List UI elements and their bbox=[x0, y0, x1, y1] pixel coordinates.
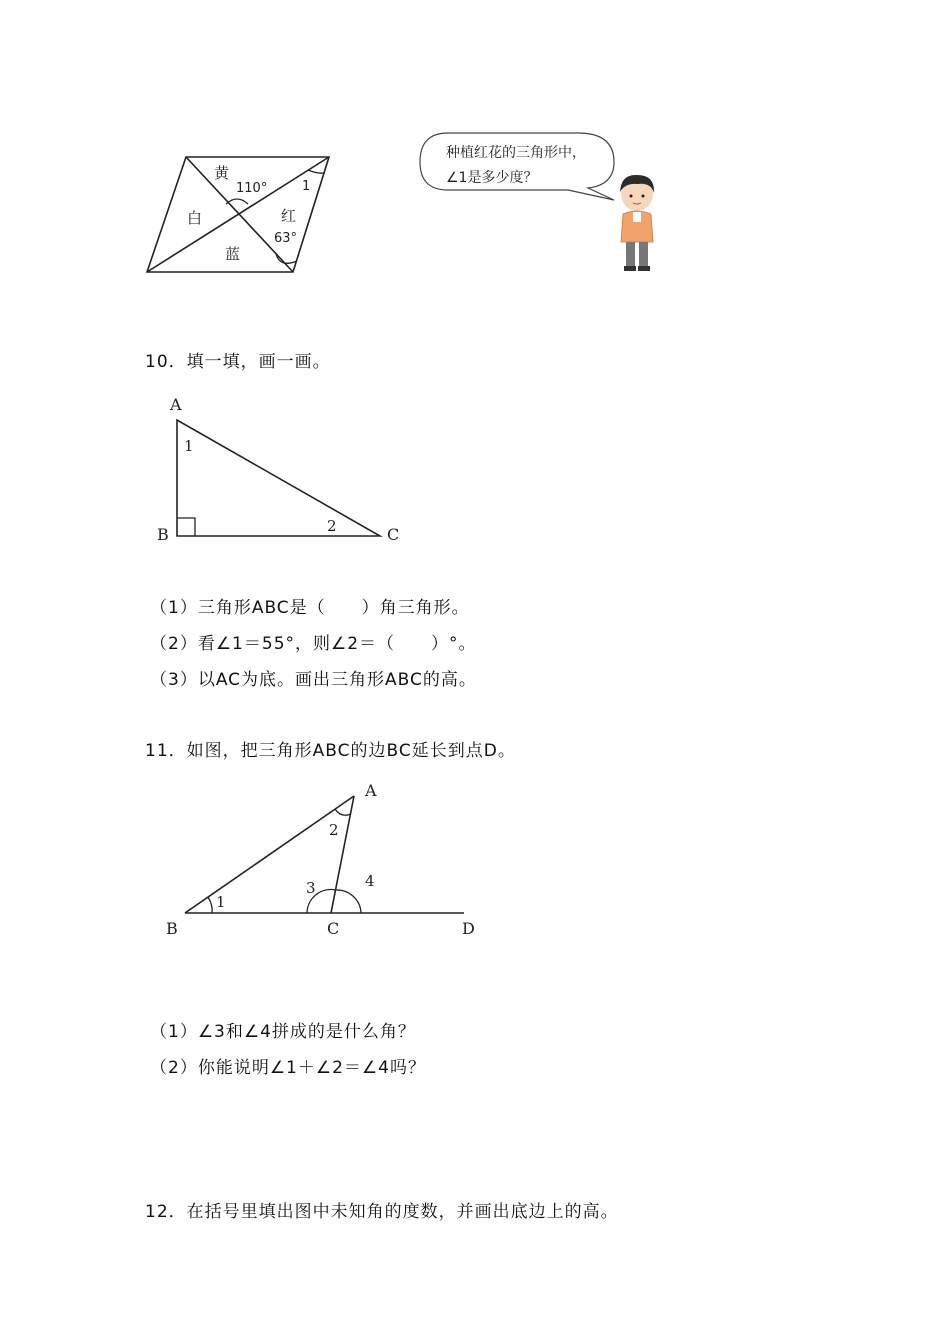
question-10-title: 10．填一填，画一画。 bbox=[145, 352, 331, 372]
angle-2-arc bbox=[335, 809, 351, 815]
question-10-item-3: （3）以AC为底。画出三角形ABC的高。 bbox=[150, 670, 477, 690]
angle-1-arc bbox=[308, 170, 324, 173]
angle-1-label: 1 bbox=[184, 437, 194, 455]
question-11-item-2: （2）你能说明∠1＋∠2＝∠4吗？ bbox=[150, 1058, 426, 1078]
angle-1-label: 1 bbox=[302, 179, 311, 194]
angle-2-label: 2 bbox=[329, 821, 339, 839]
parallelogram-figure bbox=[140, 148, 340, 280]
speech-line-1: 种植红花的三角形中， bbox=[446, 145, 586, 161]
boy-icon bbox=[611, 172, 663, 274]
region-white-label: 白 bbox=[187, 209, 203, 227]
right-angle-marker bbox=[177, 518, 195, 536]
angle-63-label: 63° bbox=[274, 231, 298, 246]
question-11-item-1: （1）∠3和∠4拼成的是什么角？ bbox=[150, 1022, 416, 1042]
angle-4-label: 4 bbox=[365, 872, 375, 890]
speech-bubble bbox=[418, 130, 618, 204]
angle-110-label: 110° bbox=[236, 181, 268, 196]
speech-bubble-outline bbox=[420, 133, 614, 200]
angle-63-arc bbox=[276, 254, 297, 263]
angle-1-label: 1 bbox=[216, 893, 226, 911]
question-12-title: 12．在括号里填出图中未知角的度数，并画出底边上的高。 bbox=[145, 1202, 619, 1222]
right-triangle-figure bbox=[150, 392, 410, 552]
vertex-a-label: A bbox=[365, 781, 377, 800]
vertex-a-label: A bbox=[170, 395, 182, 414]
vertex-b-label: B bbox=[157, 525, 169, 544]
vertex-b-label: B bbox=[166, 919, 178, 938]
angle-1-arc bbox=[208, 897, 212, 913]
angle-3-label: 3 bbox=[306, 879, 316, 897]
region-yellow-label: 黄 bbox=[214, 164, 230, 182]
angle-2-label: 2 bbox=[327, 517, 337, 535]
extended-triangle-figure bbox=[155, 776, 485, 941]
vertex-d-label: D bbox=[462, 919, 475, 938]
side-ab bbox=[185, 796, 354, 913]
region-red-label: 红 bbox=[281, 207, 297, 225]
vertex-c-label: C bbox=[327, 919, 340, 938]
question-10-item-1: （1）三角形ABC是（ ）角三角形。 bbox=[150, 598, 470, 618]
region-blue-label: 蓝 bbox=[225, 245, 241, 263]
angle-4-arc bbox=[336, 890, 361, 913]
speech-line-2: ∠1是多少度？ bbox=[446, 170, 538, 186]
question-10-item-2: （2）看∠1＝55°，则∠2＝（ ）°。 bbox=[150, 634, 477, 654]
vertex-c-label: C bbox=[387, 525, 400, 544]
triangle-abc-outline bbox=[177, 420, 380, 536]
question-11-title: 11．如图，把三角形ABC的边BC延长到点D。 bbox=[145, 741, 516, 761]
